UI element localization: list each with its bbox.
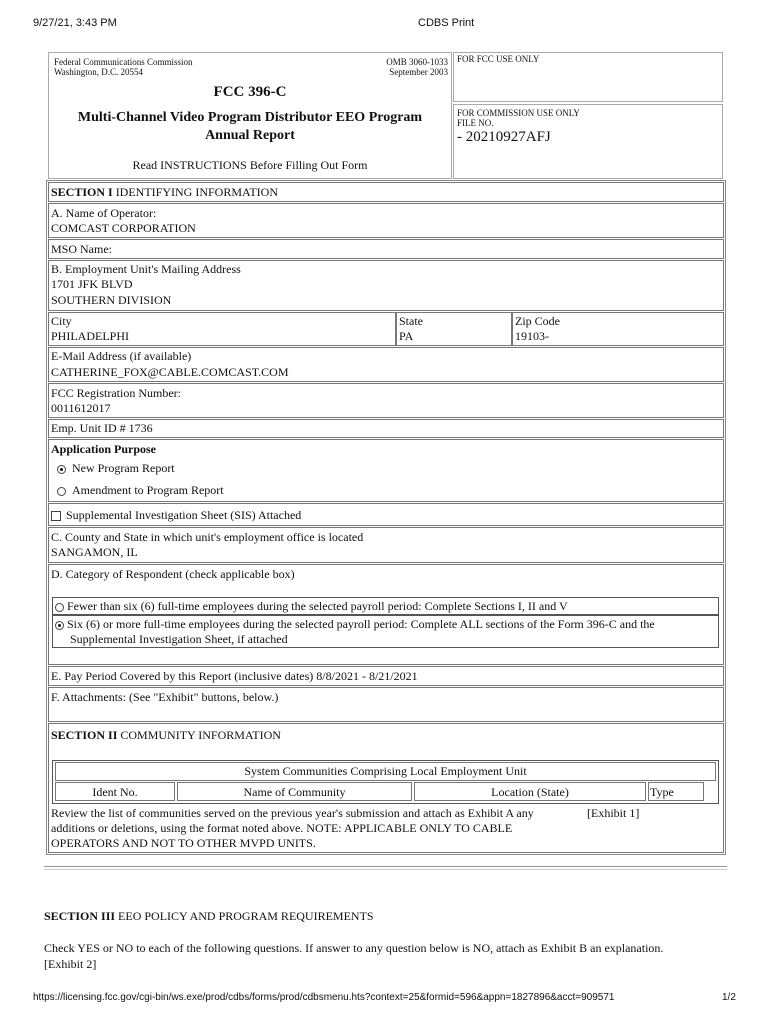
frn-value: 0011612017 [51,401,111,415]
section-iii-title: EEO POLICY AND PROGRAM REQUIREMENTS [118,909,374,923]
purpose-label: Application Purpose [51,442,157,456]
operator-value: COMCAST CORPORATION [51,221,196,235]
radio-fewer-than-six[interactable] [55,603,64,612]
col-community: Name of Community [243,785,346,799]
omb-number: OMB 3060-1033 [386,57,448,67]
col-location: Location (State) [491,785,569,799]
county-value: SANGAMON, IL [51,545,138,559]
section-ii-note-2: additions or deletions, using the format noted above. NOTE: APPLICABLE ONLY TO CABLE [51,821,513,835]
col-ident: Ident No. [92,785,138,799]
sis-checkbox[interactable] [51,511,61,521]
section-ii-note-3: OPERATORS AND NOT TO OTHER MVPD UNITS. [51,836,316,850]
city-value: PHILADELPHI [51,329,129,343]
agency-city: Washington, D.C. 20554 [54,67,144,77]
form-number: FCC 396-C [213,84,287,100]
category-opt1-label: Fewer than six (6) full-time employees during the selected payroll period: Complete Sections I, II and V [67,599,568,613]
radio-six-or-more[interactable] [55,621,64,630]
radio-new-program[interactable] [57,465,66,474]
section-iii-instruction: Check YES or NO to each of the following questions. If answer to any question below is NO, attach as Exhibit B an explanation. [44,941,664,955]
address-line1: 1701 JFK BLVD [51,277,133,291]
purpose-new-option[interactable] [57,461,175,476]
frn-label: FCC Registration Number: [51,386,181,400]
email-label: E-Mail Address (if available) [51,349,192,363]
address-line2: SOUTHERN DIVISION [51,293,172,307]
form-title [48,109,452,145]
county-label: C. County and State in which unit's employment office is located [51,530,364,544]
address-label: B. Employment Unit's Mailing Address [51,262,241,276]
footer-url[interactable]: https://licensing.fcc.gov/cgi-bin/ws.exe/prod/cdbs/forms/prod/cdbsmenu.hts?context=25&formid=596&appn=1827896&acct=909571 [33,992,615,1003]
state-label: State [399,314,423,328]
agency-name: Federal Communications Commission [54,57,193,67]
community-table-title: System Communities Comprising Local Employment Unit [244,764,527,778]
category-label: D. Category of Respondent (check applicable box) [51,567,295,581]
section-ii-title: COMMUNITY INFORMATION [120,728,281,742]
category-opt2-label2: Supplemental Investigation Sheet, if attached [70,632,288,646]
omb-date: September 2003 [389,67,448,77]
category-opt2-label1: Six (6) or more full-time employees during the selected payroll period: Complete ALL sections of the Form 396-C and the [67,617,655,631]
purpose-new-label: New Program Report [72,461,175,475]
mso-label: MSO Name: [51,242,112,256]
exhibit-2-link[interactable]: [Exhibit 2] [44,957,97,971]
exhibit-1-link[interactable]: [Exhibit 1] [587,806,640,820]
operator-label: A. Name of Operator: [51,206,157,220]
file-number: - 20210927AFJ [457,129,551,145]
section-i-bold: SECTION I [51,185,113,199]
category-opt1[interactable] [55,599,568,614]
print-datetime: 9/27/21, 3:43 PM [33,17,117,29]
fcc-use-label: FOR FCC USE ONLY [457,54,540,64]
section-ii-bold: SECTION II [51,728,118,742]
sis-label: Supplemental Investigation Sheet (SIS) Attached [66,508,302,522]
divider-top [44,866,727,867]
purpose-amend-option[interactable] [57,483,224,498]
section-iii-bold: SECTION III [44,909,116,923]
purpose-amend-label: Amendment to Program Report [72,483,224,497]
category-opt2[interactable] [55,617,655,632]
pay-period: E. Pay Period Covered by this Report (inclusive dates) 8/8/2021 - 8/21/2021 [51,669,418,683]
instructions-note: Read INSTRUCTIONS Before Filling Out Form [132,158,368,172]
radio-amendment[interactable] [57,487,66,496]
section-i-title: IDENTIFYING INFORMATION [115,185,279,199]
file-no-label: FILE NO. [457,118,494,128]
zip-value: 19103- [515,329,549,343]
col-type: Type [650,785,674,799]
section-iii-heading [44,909,374,924]
email-value: CATHERINE_FOX@CABLE.COMCAST.COM [51,365,289,379]
footer-page: 1/2 [722,992,736,1003]
emp-unit-id: Emp. Unit ID # 1736 [51,421,153,435]
form-title-line1: Multi-Channel Video Program Distributor EEO Program [77,110,423,125]
state-value: PA [399,329,414,343]
section-ii-note-1: Review the list of communities served on the previous year's submission and attach as Exhibit A any [51,806,534,820]
section-ii-heading [51,728,281,743]
section-i-heading [51,185,278,200]
commission-use-label: FOR COMMISSION USE ONLY [457,108,580,118]
zip-label: Zip Code [515,314,560,328]
divider-bottom [44,869,727,870]
mso-row [48,239,724,259]
print-title: CDBS Print [418,17,475,29]
attachments-label: F. Attachments: (See "Exhibit" buttons, below.) [51,690,279,704]
form-title-line2: Annual Report [205,128,295,143]
city-label: City [51,314,72,328]
sis-option[interactable] [51,508,301,523]
